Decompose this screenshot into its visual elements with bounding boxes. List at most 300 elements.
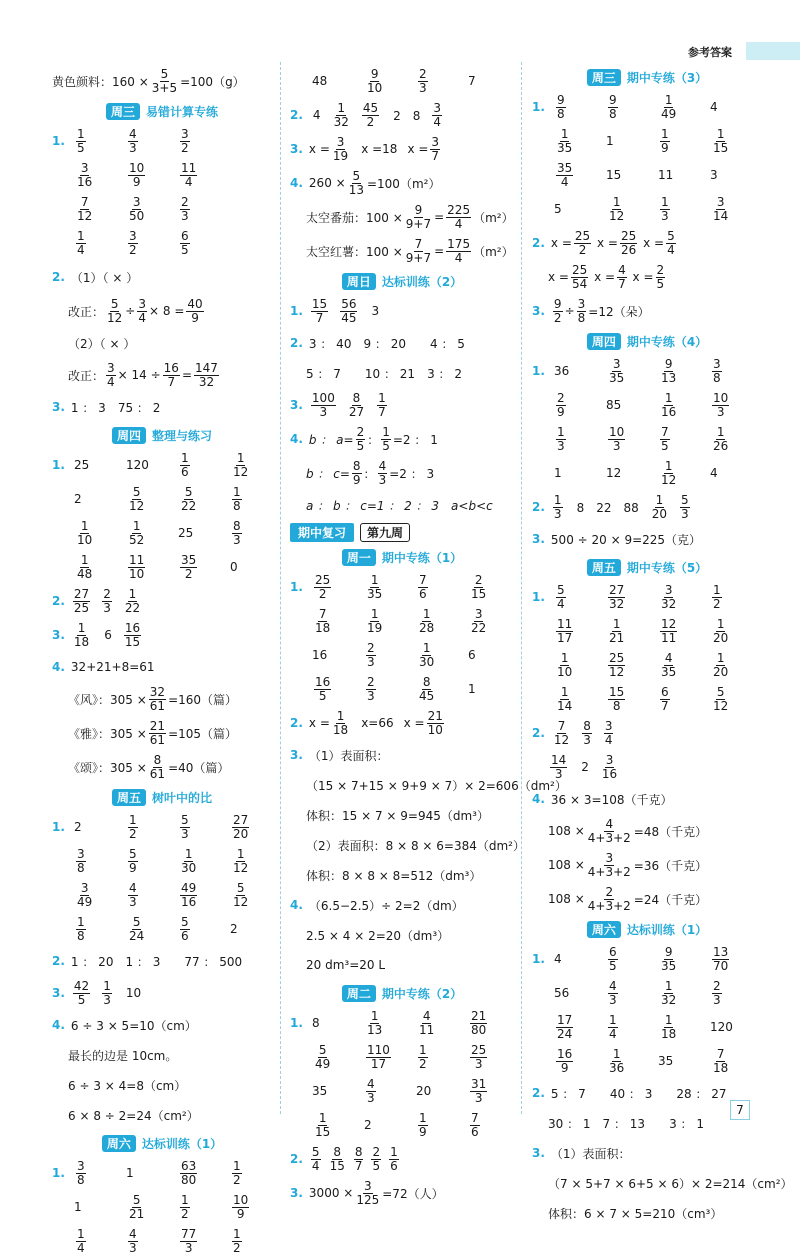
fraction: 100 3	[311, 390, 335, 419]
fraction: $\frac{35}{2}$	[181, 552, 197, 581]
value: 12	[606, 466, 622, 480]
answer-line: a ： b ： c=1 ： 2 ： 3 a<b<c	[306, 498, 493, 513]
answer-row	[290, 1040, 514, 1074]
fraction-grid	[290, 570, 514, 706]
section-heading: 周四 期中专练（4）	[532, 330, 762, 352]
fraction: $\frac{1}{8}$	[77, 914, 85, 943]
fraction-grid	[290, 1006, 514, 1142]
fraction: $\frac{9}{13}$	[661, 356, 677, 385]
value: 15	[606, 168, 622, 182]
fraction: $\frac{1}{5}$	[77, 126, 85, 155]
fraction: $\frac{2}{3}$	[367, 674, 375, 703]
fraction: $\frac{1}{18}$	[661, 1012, 677, 1041]
fraction: $\frac{9}{10}$	[367, 66, 383, 95]
fraction: $\frac{3}{16}$	[77, 160, 93, 189]
answer-row	[52, 550, 272, 584]
answer-line: x = $\frac{25}{54}$ x = $\frac{4}{7}$ x = $\frac{2}{5}$	[548, 262, 665, 291]
fraction: $\frac{5}{22}$	[181, 484, 197, 513]
answer-row: 1. $\frac{1}{5}$ $\frac{4}{3}$ $\frac{3}{2}$	[52, 124, 272, 158]
fraction: $\frac{1}{2}$	[181, 1192, 189, 1221]
answer-line: 3. 42 5 1 3 10	[52, 978, 142, 1007]
value: 36	[554, 364, 570, 378]
fraction: $\frac{5}{24}$	[129, 914, 145, 943]
answer-line: 体积：6 × 7 × 5=210（cm³）	[548, 1206, 723, 1221]
fraction-inline	[52, 976, 272, 1010]
fraction: 3 16	[601, 752, 618, 781]
fraction: $\frac{4}{3}$	[129, 126, 137, 155]
column-left	[52, 64, 272, 1258]
fraction: $\frac{2}{9}$	[557, 390, 565, 419]
answer-row	[290, 638, 514, 672]
answer-line: 3. （1）表面积：	[532, 1146, 631, 1161]
answer-row	[52, 844, 272, 878]
fraction: $\frac{5}{3+5}$	[151, 66, 178, 95]
value: 35	[312, 1084, 328, 1098]
fraction: $\frac{10}{3}$	[609, 424, 625, 453]
answer-line: 2. 5 4 8 15 8 7 2 5 1 6	[290, 1144, 398, 1173]
answer-line: 1. 15 7 56 45 3	[290, 296, 380, 325]
section-heading: 周一 期中专练（1）	[290, 546, 514, 568]
fraction: 1 32	[333, 100, 349, 129]
fraction: $\frac{31}{3}$	[471, 1076, 487, 1105]
answer-line: 6 ÷ 3 × 4=8（cm）	[68, 1078, 187, 1093]
fraction: $\frac{5}{4}$	[557, 582, 565, 611]
answer-line: 3. （1）表面积：	[290, 748, 389, 763]
answer-row	[532, 124, 762, 158]
fraction: $\frac{6}{7}$	[661, 684, 669, 713]
value: 4	[312, 108, 321, 122]
value: 11	[658, 168, 674, 182]
section-heading: 周五 树叶中的比	[52, 786, 272, 808]
answer-line: （2）（ × ）	[68, 336, 136, 351]
fraction: $\frac{1}{19}$	[367, 606, 383, 635]
value: 3	[371, 304, 380, 318]
answer-line: 6 × 8 ÷ 2=24（cm²）	[68, 1108, 199, 1123]
answer-line: 108 × $\frac{2}{4+3+2}$ =24（千克）	[548, 884, 708, 913]
fraction: $\frac{25}{3}$	[471, 1042, 487, 1071]
fraction: $\frac{11}{10}$	[129, 552, 145, 581]
fraction: 8 15	[329, 1144, 345, 1173]
fraction: $\frac{9}{8}$	[609, 92, 617, 121]
fraction: $\frac{25}{12}$	[609, 650, 625, 679]
value: 2	[74, 492, 82, 506]
answer-row	[52, 482, 272, 516]
section-heading: 周五 期中专练（5）	[532, 556, 762, 578]
value: 6	[468, 648, 476, 662]
value: 10	[125, 986, 142, 1000]
answer-line: 2. 3 ： 40 9 ： 20 4 ： 5	[290, 336, 465, 351]
fraction: $\frac{3}{2}$	[181, 126, 189, 155]
value: 0	[230, 560, 238, 574]
fraction: 27 25	[73, 586, 90, 615]
answer-line: （15 × 7+15 × 9+9 × 7）× 2=606（dm²）	[306, 778, 567, 793]
fraction: $\frac{1}{3}$	[557, 424, 565, 453]
fraction: $\frac{1}{48}$	[77, 552, 93, 581]
fraction: $\frac{4}{3}$	[129, 880, 137, 909]
answer-line: 2.5 × 4 × 2=20（dm³）	[306, 928, 450, 943]
fraction: $\frac{1}{8}$	[233, 484, 241, 513]
column-divider	[521, 62, 522, 1114]
answer-line: 3. x = $\frac{3}{19}$ x =18 x = $\frac{3}{7}$	[290, 134, 440, 163]
value: 8	[312, 1016, 320, 1030]
fraction: 2 5	[372, 1144, 381, 1173]
fraction: 3 4	[604, 718, 613, 747]
fraction: $\frac{35}{4}$	[557, 160, 573, 189]
fraction: $\frac{5}{12}$	[233, 880, 249, 909]
fraction: $\frac{1}{12}$	[233, 846, 249, 875]
answer-line: 2. 5 ： 7 40 ： 3 28 ： 27	[532, 1086, 727, 1101]
fraction: $\frac{16}{5}$	[315, 674, 331, 703]
value: 25	[74, 458, 90, 472]
answer-row	[52, 1190, 272, 1224]
fraction: $\frac{8}{45}$	[419, 674, 435, 703]
fraction: $\frac{5}{12}$	[129, 484, 145, 513]
fraction: $\frac{3}{8}$	[77, 846, 85, 875]
fraction: 14 3	[551, 752, 567, 781]
answer-line: 2. 7 12 8 3 3 4	[532, 718, 613, 747]
answer-line: 108 × $\frac{4}{4+3+2}$ =48（千克）	[548, 816, 708, 845]
fraction: $\frac{11}{17}$	[557, 616, 573, 645]
fraction-grid	[532, 580, 762, 716]
fraction-grid	[532, 354, 762, 490]
fraction: $\frac{1}{9}$	[419, 1110, 427, 1139]
answer-line: 《颂》：305 × $\frac{8}{61}$ =40（篇）	[68, 752, 230, 781]
answer-row	[52, 878, 272, 912]
fraction: $\frac{27}{32}$	[609, 582, 625, 611]
value: 2	[74, 820, 82, 834]
answer-row	[532, 614, 762, 648]
answer-line: 3. 3000 × $\frac{3}{125}$ =72（人）	[290, 1178, 444, 1207]
fraction: $\frac{2}{3}$	[181, 194, 189, 223]
value: 1	[126, 1166, 134, 1180]
fraction: $\frac{3}{35}$	[609, 356, 625, 385]
fraction: $\frac{1}{16}$	[661, 390, 677, 419]
value: 20	[416, 1084, 432, 1098]
fraction: $\frac{4}{3}$	[367, 1076, 375, 1105]
fraction: $\frac{1}{2}$	[129, 812, 137, 841]
value: 25	[178, 526, 194, 540]
answer-line: b ： c= $\frac{8}{9}$ ： $\frac{4}{3}$ =2 ： 3	[306, 458, 435, 487]
answer-row	[290, 604, 514, 638]
fraction: $\frac{1}{10}$	[557, 650, 573, 679]
value: 35	[658, 1054, 674, 1068]
value: 4	[554, 952, 562, 966]
fraction: 16 15	[124, 620, 141, 649]
answer-line: 体积：15 × 7 × 9=945（dm³）	[306, 808, 489, 823]
value: 56	[554, 986, 570, 1000]
fraction: 1 3	[553, 492, 562, 521]
fraction: $\frac{1}{2}$	[419, 1042, 427, 1071]
fraction-grid	[52, 810, 272, 946]
fraction: $\frac{5}{9}$	[129, 846, 137, 875]
fraction: $\frac{1}{12}$	[609, 194, 625, 223]
fraction-inline	[532, 750, 762, 784]
fraction: 56 45	[341, 296, 357, 325]
fraction: $\frac{9}{8}$	[557, 92, 565, 121]
fraction-inline	[52, 618, 272, 652]
answer-line: 30 ： 1 7 ： 13 3 ： 1	[548, 1116, 704, 1131]
fraction-inline	[532, 716, 762, 750]
answer-line: 3. 100 3 8 27 1 7	[290, 390, 386, 419]
fraction: $\frac{110}{17}$	[367, 1042, 390, 1071]
fraction-inline	[290, 388, 514, 422]
fraction: $\frac{1}{4}$	[77, 228, 85, 257]
value: 8 22 88	[576, 500, 639, 515]
answer-row	[532, 1044, 762, 1078]
answer-line: 最长的边是 10cm。	[68, 1048, 178, 1063]
answer-line: 2. 27 25 2 3 1 22	[52, 586, 141, 615]
answer-line: 2. 1 ： 20 1 ： 3 77 ： 500	[52, 954, 243, 969]
value: 1	[74, 1200, 82, 1214]
answer-row	[532, 976, 762, 1010]
fraction: $\frac{1}{9}$	[661, 126, 669, 155]
answer-row	[532, 422, 762, 456]
page-number: 7	[730, 1100, 750, 1120]
fraction: $\frac{1}{14}$	[557, 684, 573, 713]
column-divider	[280, 62, 281, 1114]
answer-line: 2. 1 3 8 22 88 1 20 5 3	[532, 492, 689, 521]
fraction: $\frac{17}{24}$	[557, 1012, 573, 1041]
fraction: $\frac{5}{21}$	[129, 1192, 145, 1221]
answer-line: 《风》：305 × $\frac{32}{61}$ =160（篇）	[68, 684, 238, 713]
fraction: $\frac{21}{80}$	[471, 1008, 487, 1037]
fraction: $\frac{1}{30}$	[181, 846, 197, 875]
answer-line: 2. x = $\frac{25}{2}$ x = $\frac{25}{26}$ x = $\frac{5}{4}$	[532, 228, 675, 257]
answer-line: 体积：8 × 8 × 8=512（dm³）	[306, 868, 482, 883]
fraction: $\frac{7}{6}$	[419, 572, 427, 601]
fraction: 8 3	[583, 718, 591, 747]
fraction: $\frac{1}{4}$	[77, 1226, 85, 1255]
fraction: $\frac{8}{3}$	[233, 518, 241, 547]
fraction: 1 22	[124, 586, 141, 615]
fraction: $\frac{3}{2}$	[129, 228, 137, 257]
answer-line: 4. 260 × $\frac{5}{13}$ =100（m²）	[290, 168, 441, 197]
fraction: $\frac{1}{15}$	[315, 1110, 331, 1139]
answer-row: 1. $\frac{3}{8}$ 1 $\frac{63}{80}$ $\frac{1}{2}$	[52, 1156, 272, 1190]
fraction: $\frac{1}{2}$	[233, 1226, 241, 1255]
fraction: $\frac{10}{3}$	[713, 390, 729, 419]
column-right	[532, 64, 793, 1228]
fraction: 1 18	[73, 620, 90, 649]
answer-line: 改正： $\frac{3}{4}$ × 14 ÷ $\frac{16}{7}$ = $\frac{147}{32}$	[68, 360, 218, 389]
answer-line: 4. 32+21+8=61	[52, 660, 155, 674]
fraction: $\frac{1}{26}$	[713, 424, 729, 453]
fraction: $\frac{1}{28}$	[419, 606, 435, 635]
answer-row	[52, 912, 272, 946]
value: 2	[364, 1118, 372, 1132]
value: 1	[554, 466, 562, 480]
fraction: $\frac{11}{4}$	[181, 160, 197, 189]
value: 6	[104, 628, 112, 642]
fraction: $\frac{7}{5}$	[661, 424, 669, 453]
fraction: $\frac{1}{21}$	[609, 616, 625, 645]
fraction: $\frac{27}{20}$	[233, 812, 249, 841]
fraction: 42 5	[73, 978, 90, 1007]
fraction-inline	[290, 98, 514, 132]
fraction: $\frac{5}{12}$	[713, 684, 729, 713]
answer-row	[532, 192, 762, 226]
fraction: $\frac{10}{9}$	[129, 160, 145, 189]
fraction: $\frac{3}{8}$	[713, 356, 721, 385]
fraction: $\frac{16}{9}$	[557, 1046, 573, 1075]
value: 85	[606, 398, 622, 412]
fraction: 7 12	[553, 718, 570, 747]
fraction-grid	[532, 90, 762, 226]
fraction: $\frac{4}{3}$	[609, 978, 617, 1007]
fraction: 8 27	[348, 390, 365, 419]
fraction: $\frac{7}{12}$	[77, 194, 93, 223]
value: 120	[710, 1020, 733, 1034]
fraction: $\frac{1}{6}$	[181, 450, 189, 479]
fraction: $\frac{1}{20}$	[713, 650, 729, 679]
fraction-grid	[290, 64, 514, 98]
answer-row	[52, 226, 272, 260]
answer-line: （7 × 5+7 × 6+5 × 6）× 2=214（cm²）	[548, 1176, 793, 1191]
header-title: 参考答案	[688, 46, 732, 59]
fraction: $\frac{1}{32}$	[661, 978, 677, 1007]
fraction: 45 2	[362, 100, 379, 129]
fraction-grid	[52, 1156, 272, 1258]
fraction: 8 7	[354, 1144, 363, 1173]
fraction: 1 7	[378, 390, 386, 419]
answer-row	[532, 648, 762, 682]
answer-row: 1. 36 $\frac{3}{35}$ $\frac{9}{13}$ $\frac{3}{8}$	[532, 354, 762, 388]
fraction: $\frac{1}{13}$	[367, 1008, 383, 1037]
fraction-list	[290, 1142, 514, 1176]
section-heading: 周六 达标训练（1）	[532, 918, 762, 940]
answer-line: 4. 36 × 3=108（千克）	[532, 792, 673, 807]
answer-row	[290, 1074, 514, 1108]
value: 1	[606, 134, 614, 148]
answer-row: 1. $\frac{9}{8}$ $\frac{9}{8}$ $\frac{1}{49}$ 4	[532, 90, 762, 124]
answer-row	[532, 158, 762, 192]
fraction: $\frac{49}{16}$	[181, 880, 197, 909]
answer-line: 2. （1）（ × ）	[52, 270, 139, 285]
value: 2 8	[393, 108, 421, 123]
value: 120	[126, 458, 149, 472]
answer-line: 改正： $\frac{5}{12}$ ÷ $\frac{3}{4}$ × 8 = $\frac{40}{9}$	[68, 296, 203, 325]
fraction-grid	[52, 448, 272, 584]
fraction: 1 6	[390, 1144, 398, 1173]
fraction: $\frac{1}{36}$	[609, 1046, 625, 1075]
answer-line: 太空红薯：100 × $\frac{7}{9+7}$ = $\frac{175}{4}$ （m²）	[306, 236, 514, 265]
fraction: 15 7	[311, 296, 328, 325]
fraction: 3 4	[433, 100, 442, 129]
value: 2	[581, 760, 589, 774]
fraction: $\frac{1}{2}$	[713, 582, 721, 611]
answer-line	[532, 750, 762, 784]
fraction-inline	[52, 584, 272, 618]
section-heading: 周三 易错计算专练	[52, 100, 272, 122]
fraction: $\frac{9}{35}$	[661, 944, 677, 973]
answer-row: 1. 8 $\frac{1}{13}$ $\frac{4}{11}$ $\frac{21}{80}$	[290, 1006, 514, 1040]
answer-line: 4. （6.5−2.5）÷ 2=2（dm）	[290, 898, 464, 913]
fraction: $\frac{2}{3}$	[419, 66, 427, 95]
fraction: $\frac{7}{6}$	[471, 1110, 479, 1139]
answer-line: 4. 6 ÷ 3 × 5=10（cm）	[52, 1018, 197, 1033]
fraction: $\frac{1}{30}$	[419, 640, 435, 669]
fraction: $\frac{1}{12}$	[661, 458, 677, 487]
fraction: $\frac{1}{49}$	[661, 92, 677, 121]
value: 3	[710, 168, 718, 182]
fraction: $\frac{3}{14}$	[713, 194, 729, 223]
fraction: 5 3	[681, 492, 689, 521]
answer-line: 20 dm³=20 L	[306, 958, 386, 972]
section-heading: 周日 达标训练（2）	[290, 270, 514, 292]
fraction: $\frac{5}{6}$	[181, 914, 189, 943]
answer-row	[532, 1010, 762, 1044]
fraction: $\frac{1}{35}$	[367, 572, 383, 601]
fraction: 1 20	[651, 492, 668, 521]
answer-line: 太空番茄：100 × $\frac{9}{9+7}$ = $\frac{225}{4}$ （m²）	[306, 202, 514, 231]
fraction: $\frac{77}{3}$	[181, 1226, 197, 1255]
answer-row: 1. 2 $\frac{1}{2}$ $\frac{5}{3}$ $\frac{27}{20}$	[52, 810, 272, 844]
fraction: $\frac{2}{15}$	[471, 572, 487, 601]
fraction: $\frac{1}{3}$	[661, 194, 669, 223]
fraction: $\frac{12}{11}$	[661, 616, 677, 645]
fraction: $\frac{3}{22}$	[471, 606, 487, 635]
fraction: $\frac{1}{12}$	[233, 450, 249, 479]
value: 4	[710, 100, 718, 114]
fraction: $\frac{7}{18}$	[713, 1046, 729, 1075]
answer-row	[52, 158, 272, 192]
fraction: $\frac{25}{2}$	[315, 572, 331, 601]
answer-line: 2. 4 1 32 45 2 2 8 3 4	[290, 100, 442, 129]
fraction-inline	[532, 490, 762, 524]
fraction: $\frac{1}{20}$	[713, 616, 729, 645]
value: 48	[312, 74, 328, 88]
fraction: $\frac{2}{3}$	[367, 640, 375, 669]
fraction: $\frac{4}{11}$	[419, 1008, 435, 1037]
answer-row: 1. 4 $\frac{6}{5}$ $\frac{9}{35}$ $\frac{13}{70}$	[532, 942, 762, 976]
fraction-grid	[52, 124, 272, 260]
fraction: 2 3	[103, 586, 111, 615]
answer-line: 3. 1 18 6 16 15	[52, 620, 141, 649]
fraction: $\frac{3}{32}$	[661, 582, 677, 611]
answer-line: 2. x = $\frac{1}{18}$ x=66 x = $\frac{21}{10}$	[290, 708, 443, 737]
fraction: $\frac{1}{52}$	[129, 518, 145, 547]
fraction: $\frac{1}{4}$	[609, 1012, 617, 1041]
fraction: $\frac{13}{70}$	[713, 944, 729, 973]
fraction: $\frac{5}{3}$	[181, 812, 189, 841]
fraction: $\frac{6}{5}$	[609, 944, 617, 973]
fraction: $\frac{15}{8}$	[609, 684, 625, 713]
answer-line: 3. 500 ÷ 20 × 9=225（克）	[532, 532, 702, 547]
fraction: $\frac{4}{35}$	[661, 650, 677, 679]
answer-row: 1. $\frac{5}{4}$ $\frac{27}{32}$ $\frac{3}{32}$ $\frac{1}{2}$	[532, 580, 762, 614]
answer-line: （2）表面积：8 × 8 × 6=384（dm²）	[306, 838, 525, 853]
fraction: $\frac{6}{5}$	[181, 228, 189, 257]
answer-row	[532, 456, 762, 490]
fraction: 5 4	[311, 1144, 320, 1173]
answer-row	[52, 1224, 272, 1258]
fraction: $\frac{3}{8}$	[77, 1158, 85, 1187]
answer-row	[532, 682, 762, 716]
answer-row: 1. 25 120 $\frac{1}{6}$ $\frac{1}{12}$	[52, 448, 272, 482]
answer-row	[290, 64, 514, 98]
fraction: $\frac{7}{18}$	[315, 606, 331, 635]
answer-row	[290, 1108, 514, 1142]
answer-row	[52, 516, 272, 550]
answer-line: 108 × $\frac{3}{4+3+2}$ =36（千克）	[548, 850, 708, 879]
fraction-grid	[532, 942, 762, 1078]
fraction: $\frac{5}{49}$	[315, 1042, 331, 1071]
answer-line: 4. b ： a= $\frac{2}{5}$ ： $\frac{1}{5}$ =2 ： 1	[290, 424, 438, 453]
fraction: $\frac{1}{35}$	[557, 126, 573, 155]
answer-line: 5 ： 7 10 ： 21 3 ： 2	[306, 366, 462, 381]
value: 16	[312, 648, 328, 662]
section-heading: 周二 期中专练（2）	[290, 982, 514, 1004]
